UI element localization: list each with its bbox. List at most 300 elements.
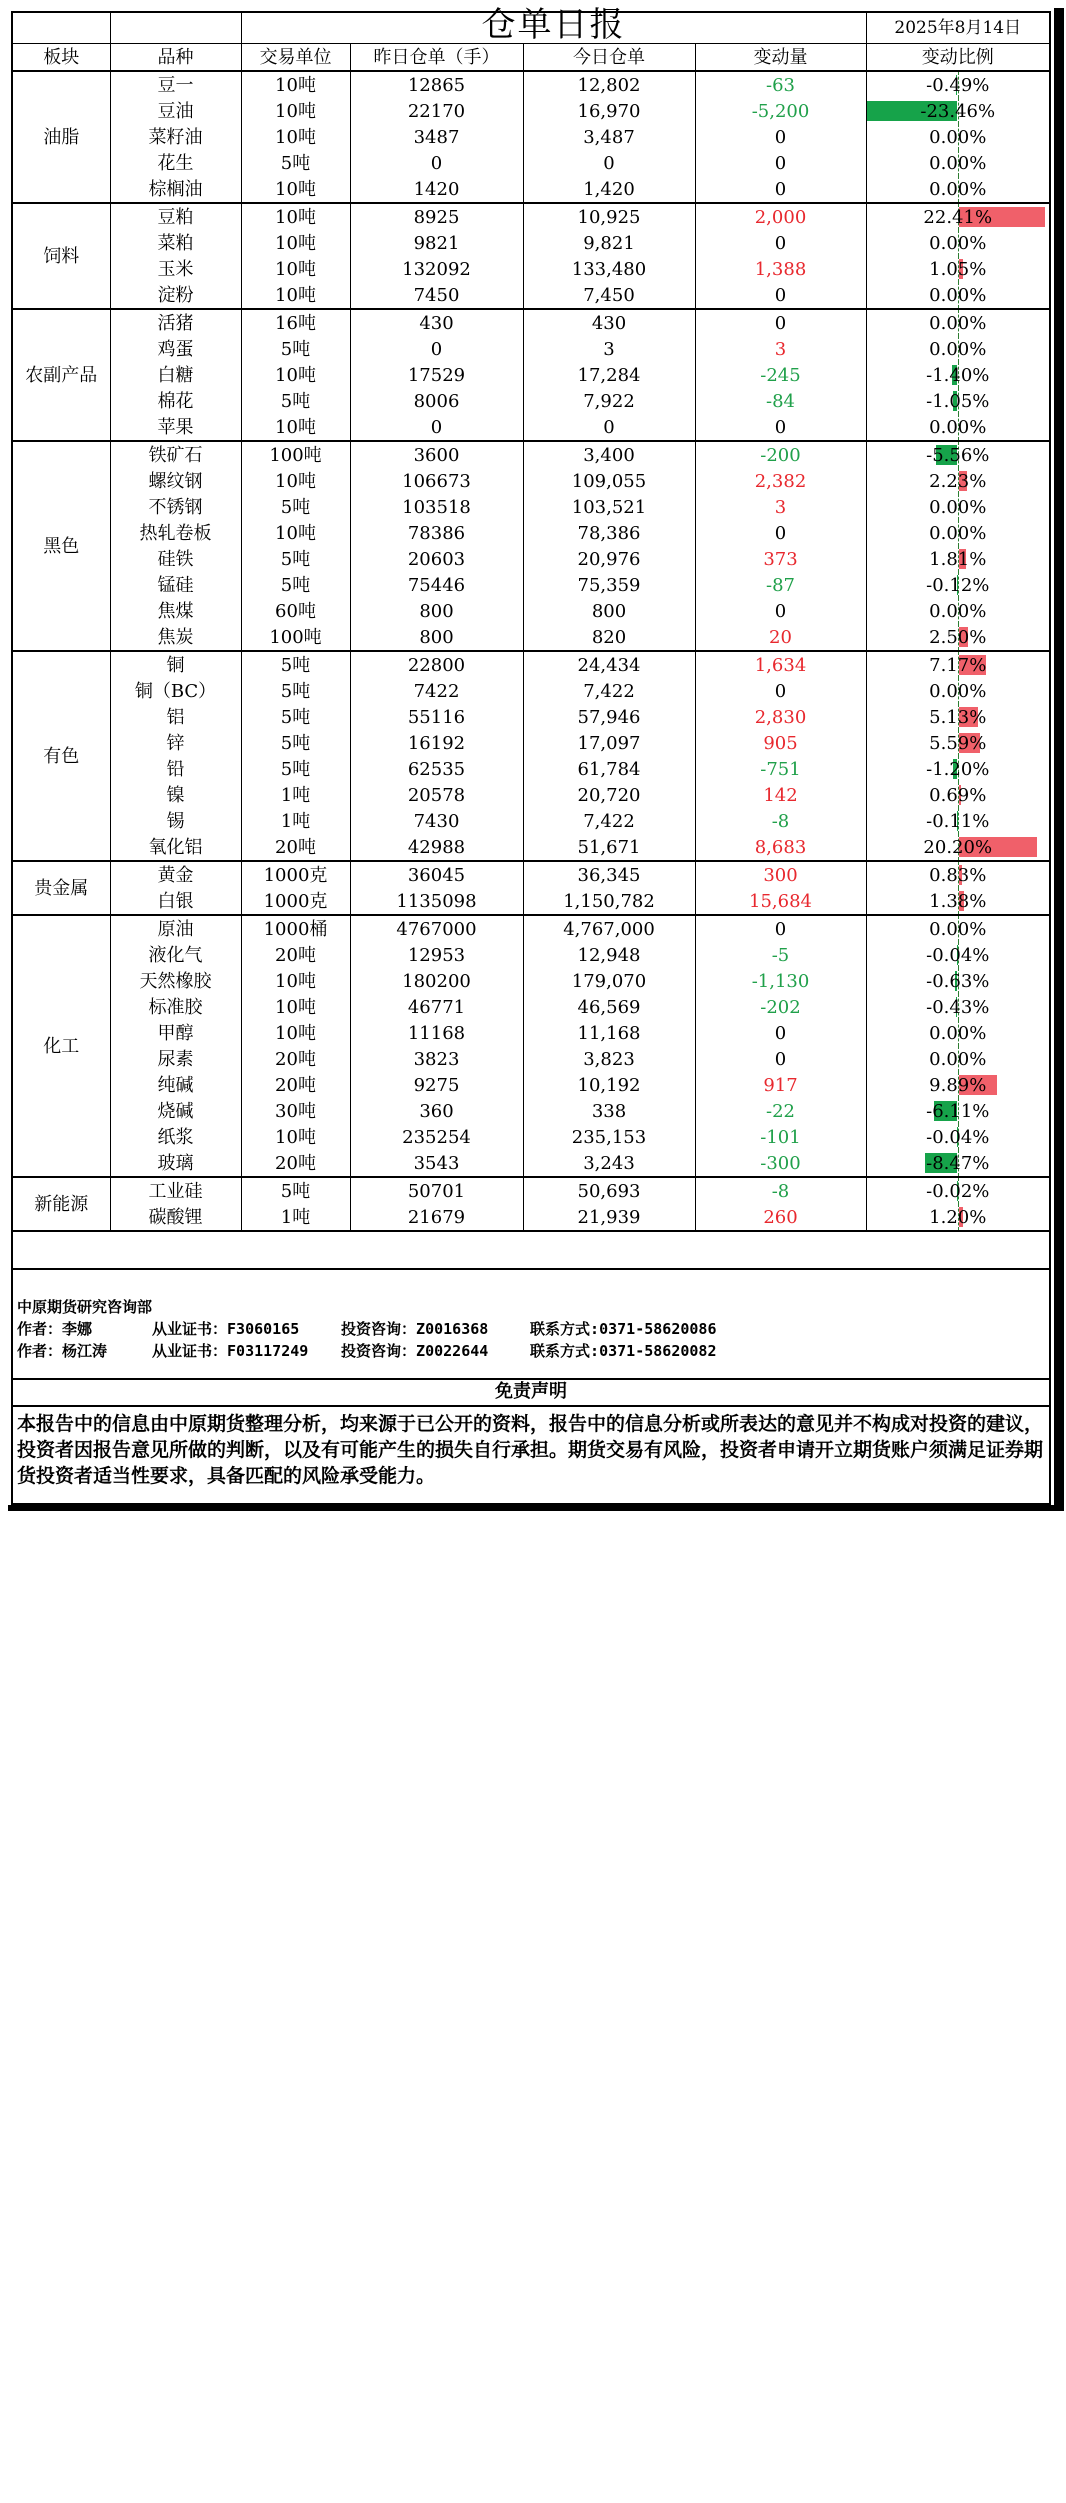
ratio-cell — [866, 546, 1049, 572]
change-cell: 0 — [695, 124, 866, 150]
yesterday-cell: 0 — [350, 336, 523, 362]
ratio-cell — [866, 256, 1049, 282]
ratio-cell — [866, 1046, 1049, 1072]
ratio-text: 5.59% — [929, 732, 987, 754]
today-cell: 3,487 — [523, 124, 695, 150]
change-cell: -63 — [695, 71, 866, 98]
table-row — [13, 494, 1049, 520]
sector-cell: 黑色 — [13, 441, 110, 651]
ratio-cell — [866, 782, 1049, 808]
today-cell: 9,821 — [523, 230, 695, 256]
unit-cell: 30吨 — [241, 1098, 350, 1124]
yesterday-cell: 430 — [350, 309, 523, 336]
ratio-text: -1.05% — [926, 390, 990, 412]
item-cell: 原油 — [110, 915, 241, 942]
yesterday-cell: 21679 — [350, 1204, 523, 1231]
ratio-cell — [866, 1124, 1049, 1150]
author-label: 作者： — [17, 1320, 63, 1338]
unit-cell: 10吨 — [241, 71, 350, 98]
ratio-cell — [866, 336, 1049, 362]
item-cell: 锰硅 — [110, 572, 241, 598]
today-cell: 20,976 — [523, 546, 695, 572]
ratio-cell — [866, 994, 1049, 1020]
unit-cell: 10吨 — [241, 203, 350, 230]
advisory-number: Z0022644 — [416, 1342, 489, 1360]
table-row — [13, 124, 1049, 150]
ratio-cell — [866, 388, 1049, 414]
ratio-cell — [866, 176, 1049, 203]
table-row — [13, 414, 1049, 441]
today-cell: 109,055 — [523, 468, 695, 494]
ratio-cell — [866, 730, 1049, 756]
item-cell: 豆油 — [110, 98, 241, 124]
col-header-change: 变动量 — [695, 44, 866, 72]
table-row — [13, 362, 1049, 388]
unit-cell: 10吨 — [241, 176, 350, 203]
ratio-text: 5.13% — [929, 706, 987, 728]
change-cell: -5 — [695, 942, 866, 968]
ratio-text: 22.41% — [923, 206, 993, 228]
ratio-text: 0.00% — [929, 1048, 987, 1070]
unit-cell: 10吨 — [241, 994, 350, 1020]
item-cell: 活猪 — [110, 309, 241, 336]
ratio-cell — [866, 124, 1049, 150]
disclaimer-text: 本报告中的信息由中原期货整理分析，均来源于已公开的资料，报告中的信息分析或所表达的意见并不构成对投资的建议，投资者因报告意见所做的判断，以及有可能产生的损失自行承担。期货交易有风险，投资者申请开立期货账户须满足证券期货投资者适当性要求，具备匹配的风险承受能力。 — [17, 1413, 1044, 1487]
ratio-cell — [866, 414, 1049, 441]
item-cell: 棉花 — [110, 388, 241, 414]
sector-cell: 油脂 — [13, 71, 110, 203]
cert-label: 从业证书： — [152, 1320, 228, 1338]
ratio-cell — [866, 441, 1049, 468]
unit-cell: 10吨 — [241, 968, 350, 994]
col-header-yesterday: 昨日仓单（手） — [350, 44, 523, 72]
today-cell: 3,823 — [523, 1046, 695, 1072]
today-cell: 0 — [523, 150, 695, 176]
contact-number: 0371-58620082 — [599, 1342, 717, 1360]
ratio-cell — [866, 598, 1049, 624]
unit-cell: 10吨 — [241, 98, 350, 124]
unit-cell: 5吨 — [241, 494, 350, 520]
page-edge-bar — [8, 1505, 1064, 1511]
change-cell: 0 — [695, 230, 866, 256]
today-cell: 50,693 — [523, 1177, 695, 1204]
ratio-cell — [866, 1177, 1049, 1204]
today-cell: 3,400 — [523, 441, 695, 468]
today-cell: 20,720 — [523, 782, 695, 808]
item-cell: 白糖 — [110, 362, 241, 388]
change-cell: -751 — [695, 756, 866, 782]
change-cell: 373 — [695, 546, 866, 572]
ratio-cell — [866, 98, 1049, 124]
table-row — [13, 230, 1049, 256]
ratio-text: -8.47% — [926, 1152, 990, 1174]
item-cell: 锡 — [110, 808, 241, 834]
table-row — [13, 1177, 1049, 1204]
yesterday-cell: 180200 — [350, 968, 523, 994]
disclaimer-title: 免责声明 — [13, 1378, 1049, 1407]
unit-cell: 20吨 — [241, 834, 350, 861]
ratio-text: -23.46% — [920, 100, 996, 122]
yesterday-cell: 8925 — [350, 203, 523, 230]
change-cell: -8 — [695, 1177, 866, 1204]
change-cell: 0 — [695, 678, 866, 704]
item-cell: 菜籽油 — [110, 124, 241, 150]
ratio-cell — [866, 834, 1049, 861]
unit-cell: 5吨 — [241, 150, 350, 176]
ratio-cell — [866, 704, 1049, 730]
ratio-text: 0.00% — [929, 600, 987, 622]
unit-cell: 5吨 — [241, 572, 350, 598]
item-cell: 焦炭 — [110, 624, 241, 651]
change-cell: -8 — [695, 808, 866, 834]
today-cell: 133,480 — [523, 256, 695, 282]
unit-cell: 5吨 — [241, 730, 350, 756]
sector-cell: 农副产品 — [13, 309, 110, 441]
table-row — [13, 861, 1049, 888]
change-cell: -202 — [695, 994, 866, 1020]
unit-cell: 5吨 — [241, 388, 350, 414]
yesterday-cell: 17529 — [350, 362, 523, 388]
yesterday-cell: 3487 — [350, 124, 523, 150]
report-title — [241, 5, 866, 45]
change-cell: 8,683 — [695, 834, 866, 861]
today-cell: 57,946 — [523, 704, 695, 730]
ratio-text: 0.00% — [929, 284, 987, 306]
table-row — [13, 968, 1049, 994]
yesterday-cell: 0 — [350, 414, 523, 441]
item-cell: 镍 — [110, 782, 241, 808]
change-cell: 2,830 — [695, 704, 866, 730]
table-row — [13, 1150, 1049, 1177]
unit-cell: 100吨 — [241, 624, 350, 651]
change-cell: 1,388 — [695, 256, 866, 282]
today-cell: 4,767,000 — [523, 915, 695, 942]
ratio-text: 1.81% — [929, 548, 987, 570]
sector-cell: 贵金属 — [13, 861, 110, 915]
item-cell: 碳酸锂 — [110, 1204, 241, 1231]
item-cell: 铜 — [110, 651, 241, 678]
ratio-cell — [866, 520, 1049, 546]
advisory-number: Z0016368 — [416, 1320, 489, 1338]
yesterday-cell: 36045 — [350, 861, 523, 888]
change-cell: -87 — [695, 572, 866, 598]
col-header-ratio: 变动比例 — [866, 44, 1049, 72]
unit-cell: 5吨 — [241, 704, 350, 730]
sector-cell: 化工 — [13, 915, 110, 1177]
ratio-text: 0.83% — [929, 864, 987, 886]
item-cell: 不锈钢 — [110, 494, 241, 520]
item-cell: 螺纹钢 — [110, 468, 241, 494]
table-row — [13, 1098, 1049, 1124]
ratio-text: -0.11% — [926, 810, 990, 832]
yesterday-cell: 78386 — [350, 520, 523, 546]
ratio-text: 0.00% — [929, 178, 987, 200]
ratio-text: 0.00% — [929, 338, 987, 360]
item-cell: 热轧卷板 — [110, 520, 241, 546]
org-name: 中原期货研究咨询部 — [17, 1298, 153, 1316]
ratio-cell — [866, 362, 1049, 388]
yesterday-cell: 7450 — [350, 282, 523, 309]
change-cell: 1,634 — [695, 651, 866, 678]
ratio-cell — [866, 861, 1049, 888]
ratio-cell — [866, 915, 1049, 942]
author-label: 作者： — [17, 1342, 63, 1360]
today-cell: 21,939 — [523, 1204, 695, 1231]
ratio-cell — [866, 203, 1049, 230]
unit-cell: 10吨 — [241, 256, 350, 282]
yesterday-cell: 4767000 — [350, 915, 523, 942]
yesterday-cell: 800 — [350, 598, 523, 624]
item-cell: 棕榈油 — [110, 176, 241, 203]
yesterday-cell: 16192 — [350, 730, 523, 756]
today-cell: 61,784 — [523, 756, 695, 782]
item-cell: 纯碱 — [110, 1072, 241, 1098]
ratio-cell — [866, 309, 1049, 336]
today-cell: 11,168 — [523, 1020, 695, 1046]
unit-cell: 1000克 — [241, 888, 350, 915]
yesterday-cell: 3600 — [350, 441, 523, 468]
col-header-sector: 板块 — [13, 44, 110, 72]
yesterday-cell: 103518 — [350, 494, 523, 520]
ratio-text: 0.00% — [929, 232, 987, 254]
change-cell: 142 — [695, 782, 866, 808]
ratio-text: -0.04% — [926, 1126, 990, 1148]
change-cell: 0 — [695, 150, 866, 176]
change-cell: 300 — [695, 861, 866, 888]
yesterday-cell: 50701 — [350, 1177, 523, 1204]
today-cell: 36,345 — [523, 861, 695, 888]
yesterday-cell: 235254 — [350, 1124, 523, 1150]
unit-cell: 1000桶 — [241, 915, 350, 942]
item-cell: 纸浆 — [110, 1124, 241, 1150]
table-row — [13, 572, 1049, 598]
ratio-cell — [866, 888, 1049, 915]
change-cell: -22 — [695, 1098, 866, 1124]
today-cell: 7,422 — [523, 678, 695, 704]
change-cell: -245 — [695, 362, 866, 388]
table-row — [13, 994, 1049, 1020]
ratio-text: 1.20% — [929, 1206, 987, 1228]
table-row — [13, 282, 1049, 309]
table-row — [13, 256, 1049, 282]
ratio-text: -0.12% — [926, 574, 990, 596]
table-row — [13, 203, 1049, 230]
report-title-text: 仓单日报 — [481, 5, 626, 45]
item-cell: 铅 — [110, 756, 241, 782]
yesterday-cell: 20603 — [350, 546, 523, 572]
unit-cell: 1吨 — [241, 782, 350, 808]
author-name: 李娜 — [62, 1320, 93, 1338]
change-cell: 905 — [695, 730, 866, 756]
ratio-text: -1.20% — [926, 758, 990, 780]
unit-cell: 100吨 — [241, 441, 350, 468]
ratio-text: -6.11% — [926, 1100, 990, 1122]
yesterday-cell: 132092 — [350, 256, 523, 282]
column-header-row — [13, 44, 1049, 72]
today-cell: 51,671 — [523, 834, 695, 861]
item-cell: 氧化铝 — [110, 834, 241, 861]
yesterday-cell: 7422 — [350, 678, 523, 704]
table-row — [13, 1204, 1049, 1231]
yesterday-cell: 11168 — [350, 1020, 523, 1046]
yesterday-cell: 22800 — [350, 651, 523, 678]
item-cell: 菜粕 — [110, 230, 241, 256]
unit-cell: 10吨 — [241, 520, 350, 546]
cert-number: F3060165 — [227, 1320, 300, 1338]
ratio-text: 2.50% — [929, 626, 987, 648]
today-cell: 3,243 — [523, 1150, 695, 1177]
ratio-text: 0.00% — [929, 680, 987, 702]
change-cell: 0 — [695, 1020, 866, 1046]
ratio-text: 7.17% — [929, 654, 987, 676]
unit-cell: 20吨 — [241, 942, 350, 968]
advisory-label: 投资咨询： — [341, 1342, 417, 1360]
ratio-cell — [866, 1150, 1049, 1177]
yesterday-cell: 106673 — [350, 468, 523, 494]
ratio-cell — [866, 678, 1049, 704]
sector-cell: 饲料 — [13, 203, 110, 309]
today-cell: 46,569 — [523, 994, 695, 1020]
change-cell: 0 — [695, 1046, 866, 1072]
unit-cell: 1吨 — [241, 808, 350, 834]
table-row — [13, 520, 1049, 546]
table-row — [13, 598, 1049, 624]
table-row — [13, 942, 1049, 968]
yesterday-cell: 42988 — [350, 834, 523, 861]
item-cell: 标准胶 — [110, 994, 241, 1020]
change-cell: -84 — [695, 388, 866, 414]
yesterday-cell: 62535 — [350, 756, 523, 782]
unit-cell: 10吨 — [241, 414, 350, 441]
item-cell: 豆粕 — [110, 203, 241, 230]
table-row — [13, 468, 1049, 494]
yesterday-cell: 9275 — [350, 1072, 523, 1098]
ratio-cell — [866, 468, 1049, 494]
sector-cell: 新能源 — [13, 1177, 110, 1231]
item-cell: 淀粉 — [110, 282, 241, 309]
col-header-item: 品种 — [110, 44, 241, 72]
ratio-text: 0.00% — [929, 416, 987, 438]
today-cell: 17,097 — [523, 730, 695, 756]
ratio-cell — [866, 651, 1049, 678]
yesterday-cell: 12953 — [350, 942, 523, 968]
author-info — [13, 1268, 1049, 1368]
today-cell: 0 — [523, 414, 695, 441]
table-row — [13, 1020, 1049, 1046]
ratio-cell — [866, 572, 1049, 598]
unit-cell: 1吨 — [241, 1204, 350, 1231]
unit-cell: 5吨 — [241, 756, 350, 782]
change-cell: -200 — [695, 441, 866, 468]
ratio-text: 0.69% — [929, 784, 987, 806]
author-line-2 — [17, 1340, 716, 1361]
today-cell: 10,192 — [523, 1072, 695, 1098]
change-cell: 0 — [695, 520, 866, 546]
today-cell: 1,420 — [523, 176, 695, 203]
item-cell: 烧碱 — [110, 1098, 241, 1124]
report-date-text: 2025年8月14日 — [894, 18, 1022, 38]
table-row — [13, 176, 1049, 203]
ratio-cell — [866, 624, 1049, 651]
today-cell: 800 — [523, 598, 695, 624]
yesterday-cell: 1420 — [350, 176, 523, 203]
ratio-text: 0.00% — [929, 152, 987, 174]
yesterday-cell: 1135098 — [350, 888, 523, 915]
warehouse-receipt-table — [13, 5, 1049, 1232]
today-cell: 3 — [523, 336, 695, 362]
ratio-cell — [866, 942, 1049, 968]
item-cell: 黄金 — [110, 861, 241, 888]
ratio-text: 0.00% — [929, 918, 987, 940]
ratio-text: 0.00% — [929, 312, 987, 334]
item-cell: 花生 — [110, 150, 241, 176]
ratio-cell — [866, 494, 1049, 520]
unit-cell: 10吨 — [241, 230, 350, 256]
item-cell: 工业硅 — [110, 1177, 241, 1204]
unit-cell: 10吨 — [241, 362, 350, 388]
change-cell: 0 — [695, 282, 866, 309]
today-cell: 12,802 — [523, 71, 695, 98]
today-cell: 430 — [523, 309, 695, 336]
unit-cell: 20吨 — [241, 1072, 350, 1098]
today-cell: 78,386 — [523, 520, 695, 546]
table-row — [13, 888, 1049, 915]
unit-cell: 1000克 — [241, 861, 350, 888]
table-row — [13, 678, 1049, 704]
ratio-text: 2.23% — [929, 470, 987, 492]
unit-cell: 60吨 — [241, 598, 350, 624]
item-cell: 白银 — [110, 888, 241, 915]
ratio-text: -0.43% — [926, 996, 990, 1018]
unit-cell: 5吨 — [241, 1177, 350, 1204]
change-cell: 0 — [695, 598, 866, 624]
unit-cell: 5吨 — [241, 546, 350, 572]
ratio-cell — [866, 756, 1049, 782]
unit-cell: 10吨 — [241, 1124, 350, 1150]
ratio-text: -0.04% — [926, 944, 990, 966]
ratio-text: -1.40% — [926, 364, 990, 386]
change-cell: 0 — [695, 915, 866, 942]
today-cell: 7,422 — [523, 808, 695, 834]
ratio-text: 0.00% — [929, 522, 987, 544]
today-cell: 24,434 — [523, 651, 695, 678]
today-cell: 338 — [523, 1098, 695, 1124]
sector-cell: 有色 — [13, 651, 110, 861]
ratio-cell — [866, 1020, 1049, 1046]
table-row — [13, 98, 1049, 124]
table-row — [13, 915, 1049, 942]
ratio-cell — [866, 1204, 1049, 1231]
unit-cell: 10吨 — [241, 282, 350, 309]
ratio-cell — [866, 1072, 1049, 1098]
ratio-text: 0.00% — [929, 1022, 987, 1044]
yesterday-cell: 3543 — [350, 1150, 523, 1177]
yesterday-cell: 800 — [350, 624, 523, 651]
change-cell: -1,130 — [695, 968, 866, 994]
yesterday-cell: 75446 — [350, 572, 523, 598]
table-row — [13, 704, 1049, 730]
unit-cell: 10吨 — [241, 468, 350, 494]
contact-label: 联系方式: — [530, 1320, 600, 1338]
unit-cell: 20吨 — [241, 1046, 350, 1072]
change-cell: -5,200 — [695, 98, 866, 124]
today-cell: 235,153 — [523, 1124, 695, 1150]
item-cell: 天然橡胶 — [110, 968, 241, 994]
unit-cell: 5吨 — [241, 678, 350, 704]
item-cell: 尿素 — [110, 1046, 241, 1072]
change-cell: 3 — [695, 494, 866, 520]
yesterday-cell: 7430 — [350, 808, 523, 834]
